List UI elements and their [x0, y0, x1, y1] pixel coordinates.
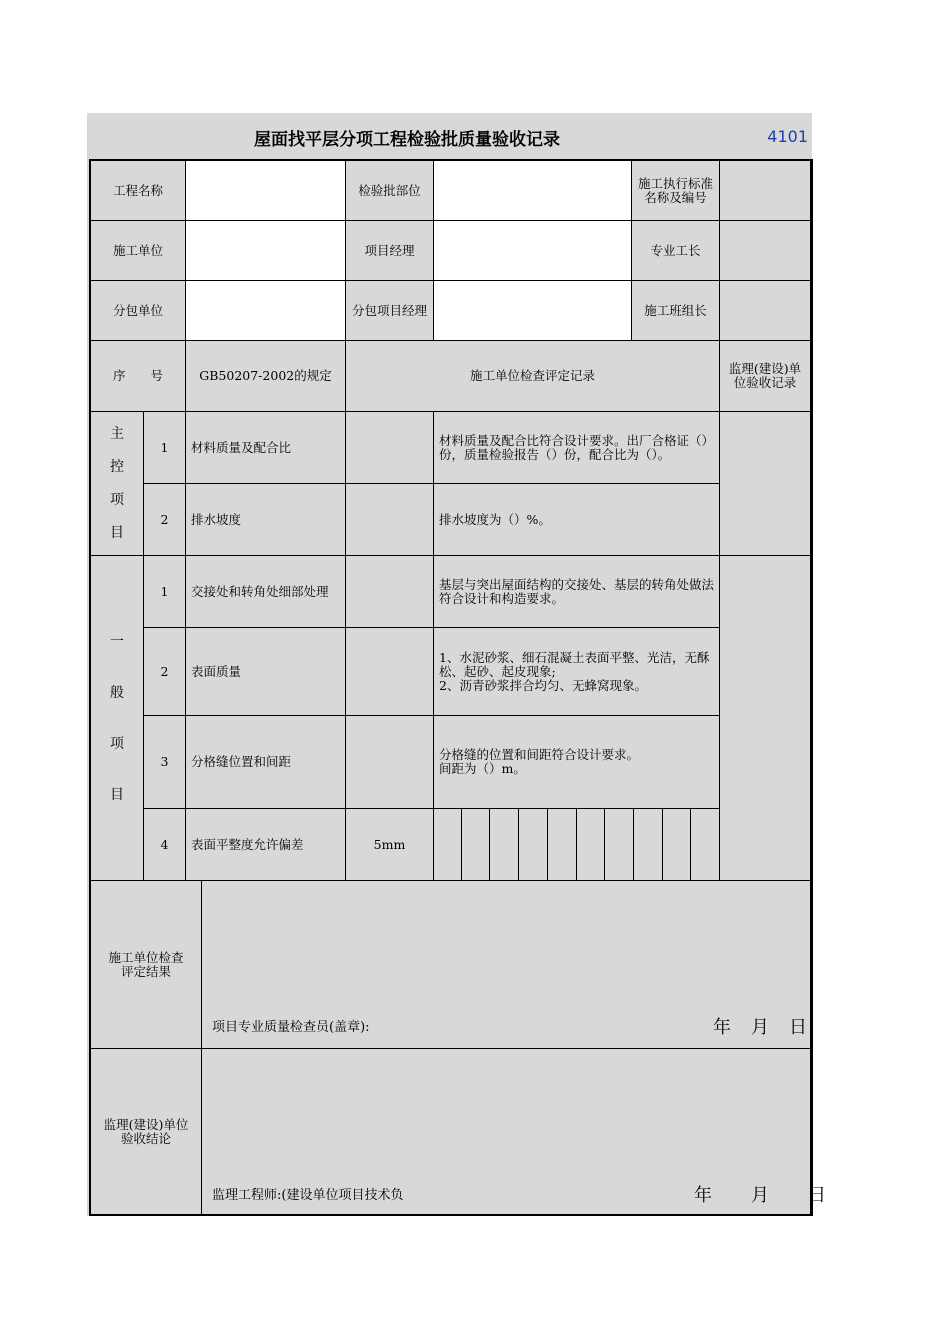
subcontractor-field[interactable]	[186, 281, 346, 341]
standard-label: 施工执行标准名称及编号	[632, 161, 720, 221]
supervision-sign-label: 监理工程师:(建设单位项目技术负	[212, 1188, 404, 1203]
standard-field[interactable]	[720, 161, 811, 221]
general-row-no: 2	[144, 628, 186, 716]
general-row-record[interactable]	[434, 628, 720, 716]
main-row-spec[interactable]	[346, 412, 434, 484]
pm-label: 项目经理	[346, 221, 434, 281]
pm-field[interactable]	[434, 221, 632, 281]
record-line: 间距为（）m。	[439, 761, 526, 776]
supervision-result-label: 监理(建设)单位验收结论	[91, 1049, 202, 1215]
seq-header: 序 号	[91, 341, 186, 412]
general-row-spec: 5mm	[346, 809, 434, 881]
contractor-result-label: 施工单位检查评定结果	[91, 881, 202, 1049]
record-line: 分格缝的位置和间距符合设计要求。	[439, 747, 640, 762]
main-row-spec[interactable]	[346, 484, 434, 556]
main-row-record[interactable]: 材料质量及配合比符合设计要求。出厂合格证（）份，质量检验报告（）份，配合比为（）。	[434, 412, 720, 484]
sub-pm-field[interactable]	[434, 281, 632, 341]
spec-header: GB50207-2002的规定	[186, 341, 346, 412]
batch-part-label: 检验批部位	[346, 161, 434, 221]
main-group-char: 目	[110, 524, 124, 541]
general-group-char: 目	[110, 786, 124, 803]
main-row-record[interactable]: 排水坡度为（）%。	[434, 484, 720, 556]
page-title: 屋面找平层分项工程检验批质量验收记录	[254, 130, 560, 150]
general-row-spec[interactable]	[346, 556, 434, 628]
project-name-label: 工程名称	[91, 161, 186, 221]
general-group-char: 项	[110, 735, 124, 752]
contractor-field[interactable]	[186, 221, 346, 281]
general-row-name: 表面质量	[186, 628, 346, 716]
main-group-char: 项	[110, 491, 124, 508]
sub-pm-label: 分包项目经理	[346, 281, 434, 341]
contractor-date: 年 月 日	[713, 1017, 808, 1038]
main-group-char: 控	[110, 459, 124, 476]
record-line: 1、水泥砂浆、细石混凝土表面平整、光洁，无酥松、起砂、起皮现象;	[439, 649, 710, 679]
form-code: 4101	[767, 127, 808, 146]
general-row-spec[interactable]	[346, 628, 434, 716]
general-row-no: 3	[144, 716, 186, 809]
team-leader-label: 施工班组长	[632, 281, 720, 341]
contractor-sign-label: 项目专业质量检查员(盖章):	[212, 1020, 370, 1035]
general-row-name: 表面平整度允许偏差	[186, 809, 346, 881]
subcontractor-label: 分包单位	[91, 281, 186, 341]
main-row-name: 排水坡度	[186, 484, 346, 556]
general-group-char: 一	[110, 633, 124, 650]
record-line: 2、沥青砂浆拌合均匀、无蜂窝现象。	[439, 677, 647, 693]
main-row-no: 2	[144, 484, 186, 556]
general-row-no: 1	[144, 556, 186, 628]
general-items-group	[91, 556, 144, 881]
batch-part-field[interactable]	[434, 161, 632, 221]
foreman-label: 专业工长	[632, 221, 720, 281]
foreman-field[interactable]	[720, 221, 811, 281]
main-row-no: 1	[144, 412, 186, 484]
team-leader-field[interactable]	[720, 281, 811, 341]
supervision-header: 监理(建设)单位验收记录	[720, 341, 811, 412]
record-header: 施工单位检查评定记录	[346, 341, 720, 412]
project-name-field[interactable]	[186, 161, 346, 221]
general-group-char: 般	[110, 684, 124, 701]
general-row-no: 4	[144, 809, 186, 881]
main-supervision-cell[interactable]	[720, 412, 811, 556]
main-group-char: 主	[110, 426, 124, 443]
general-supervision-cell[interactable]	[720, 556, 811, 881]
general-row-name: 交接处和转角处细部处理	[186, 556, 346, 628]
supervision-date: 年 月 日	[694, 1185, 827, 1206]
general-row-record[interactable]: 基层与突出屋面结构的交接处、基层的转角处做法符合设计和构造要求。	[434, 556, 720, 628]
contractor-label: 施工单位	[91, 221, 186, 281]
measurement-grid-border	[433, 809, 720, 881]
general-row-record[interactable]	[434, 716, 720, 809]
general-row-name: 分格缝位置和间距	[186, 716, 346, 809]
general-row-spec[interactable]	[346, 716, 434, 809]
main-row-name: 材料质量及配合比	[186, 412, 346, 484]
title-bar	[87, 113, 812, 159]
main-items-group	[91, 412, 144, 556]
